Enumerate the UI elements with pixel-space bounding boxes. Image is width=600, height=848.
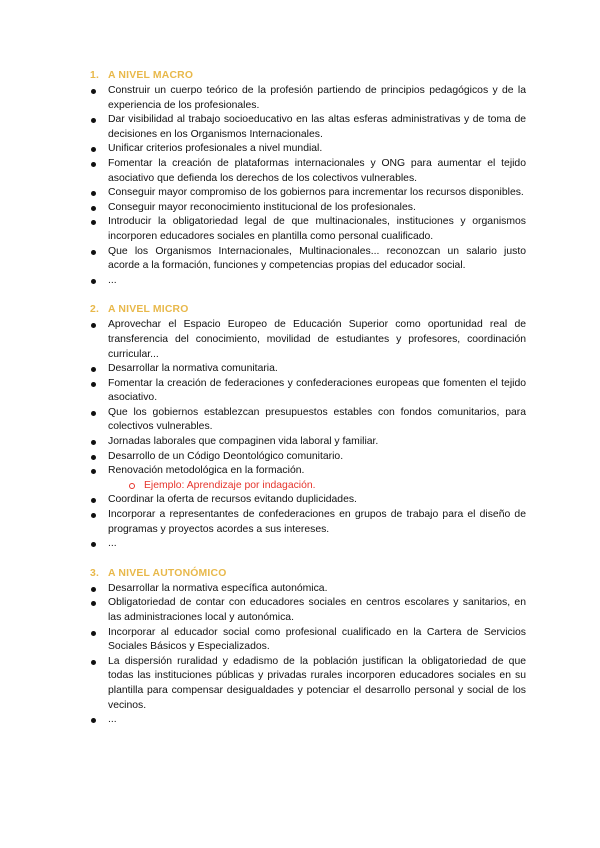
bullet-icon: [91, 250, 96, 255]
bullet-icon: [91, 469, 96, 474]
section-number: 3.: [90, 567, 100, 579]
bullet-icon: [91, 718, 96, 723]
bullet-icon: [91, 411, 96, 416]
bullet-icon: [91, 542, 96, 547]
bullet-icon: [91, 587, 96, 592]
section-macro: [90, 69, 526, 288]
bullet-icon: [91, 323, 96, 328]
section-heading: [90, 303, 526, 318]
bullet-icon: [91, 513, 96, 518]
section-title: A NIVEL MACRO: [108, 70, 194, 81]
list-item: Incorporar al educador social como profesional cualificado en la Cartera de Servicios Sociales Básicos y Especializados.: [90, 626, 526, 655]
section-number: 2.: [90, 304, 100, 316]
list-item: Incorporar a representantes de confederaciones en grupos de trabajo para el diseño de programas y proyectos acordes a sus intereses.: [90, 508, 526, 537]
bullet-icon: [91, 162, 96, 167]
bullet-icon: [91, 191, 96, 196]
list-item: Obligatoriedad de contar con educadores sociales en centros escolares y sanitarios, en las administraciones local y autonómica.: [90, 596, 526, 625]
bullet-icon: [91, 440, 96, 445]
bullet-icon: [91, 455, 96, 460]
sub-list-item: Ejemplo: Aprendizaje por indagación.: [90, 479, 526, 494]
list-item: Jornadas laborales que compaginen vida laboral y familiar.: [90, 435, 526, 450]
list-item: Desarrollo de un Código Deontológico comunitario.: [90, 450, 526, 465]
bullet-icon: [91, 147, 96, 152]
list-item: Dar visibilidad al trabajo socioeducativo en las altas esferas administrativas y de toma de decisiones en los Organismos Internacionales.: [90, 113, 526, 142]
bullet-list: [90, 318, 526, 552]
document-content: [90, 69, 526, 743]
list-item: ...: [90, 537, 526, 552]
list-item: Fomentar la creación de plataformas internacionales y ONG para aumentar el tejido asociativo que defienda los derechos de los colectivos vulnerables.: [90, 157, 526, 186]
section-autonomico: [90, 567, 526, 728]
list-item: Aprovechar el Espacio Europeo de Educación Superior como oportunidad real de transferencia del conocimiento, movilidad de estudiantes y profesores, coordinación curricular...: [90, 318, 526, 362]
bullet-icon: [91, 601, 96, 606]
section-micro: [90, 303, 526, 552]
bullet-icon: [91, 498, 96, 503]
bullet-icon: [91, 367, 96, 372]
bullet-icon: [91, 279, 96, 284]
bullet-icon: [91, 631, 96, 636]
section-title: A NIVEL AUTONÓMICO: [108, 567, 227, 579]
list-item: La dispersión ruralidad y edadismo de la población justifican la obligatoriedad de que todas las instituciones públicas y privadas rurales incorporen educadores sociales en su plantilla para compensar desigualdades y potenciar el desarrollo personal y social de los vecinos.: [90, 655, 526, 713]
list-item: Introducir la obligatoriedad legal de que multinacionales, instituciones y organismos incorporen educadores sociales en plantilla como personal cualificado.: [90, 215, 526, 244]
section-heading: [90, 567, 526, 582]
list-item: Desarrollar la normativa comunitaria.: [90, 362, 526, 377]
list-item: Fomentar la creación de federaciones y confederaciones europeas que fomenten el tejido asociativo.: [90, 377, 526, 406]
bullet-icon: [91, 220, 96, 225]
list-item: ...: [90, 274, 526, 289]
list-item: Coordinar la oferta de recursos evitando duplicidades.: [90, 493, 526, 508]
list-item: Renovación metodológica en la formación.: [90, 464, 526, 479]
bullet-icon: [91, 382, 96, 387]
bullet-icon: [91, 660, 96, 665]
section-title: A NIVEL MICRO: [108, 304, 189, 316]
list-item: Conseguir mayor compromiso de los gobiernos para incrementar los recursos disponibles.: [90, 186, 526, 201]
list-item: Unificar criterios profesionales a nivel mundial.: [90, 142, 526, 157]
list-item: Conseguir mayor reconocimiento institucional de los profesionales.: [90, 201, 526, 216]
section-heading: [90, 69, 526, 84]
list-item: Que los gobiernos establezcan presupuestos estables con fondos comunitarios, para colectivos vulnerables.: [90, 406, 526, 435]
section-number: 1.: [90, 70, 100, 81]
bullet-icon: [91, 206, 96, 211]
bullet-list: [90, 84, 526, 288]
bullet-icon: [91, 89, 96, 94]
bullet-icon: [91, 118, 96, 123]
list-item: Que los Organismos Internacionales, Multinacionales... reconozcan un salario justo acorde a la formación, funciones y competencias propias del educador social.: [90, 245, 526, 274]
list-item: Desarrollar la normativa específica autonómica.: [90, 582, 526, 597]
list-item: Construir un cuerpo teórico de la profesión partiendo de principios pedagógicos y de la experiencia de los profesionales.: [90, 84, 526, 113]
hollow-bullet-icon: [129, 483, 135, 489]
list-item: ...: [90, 713, 526, 728]
bullet-list: [90, 582, 526, 728]
